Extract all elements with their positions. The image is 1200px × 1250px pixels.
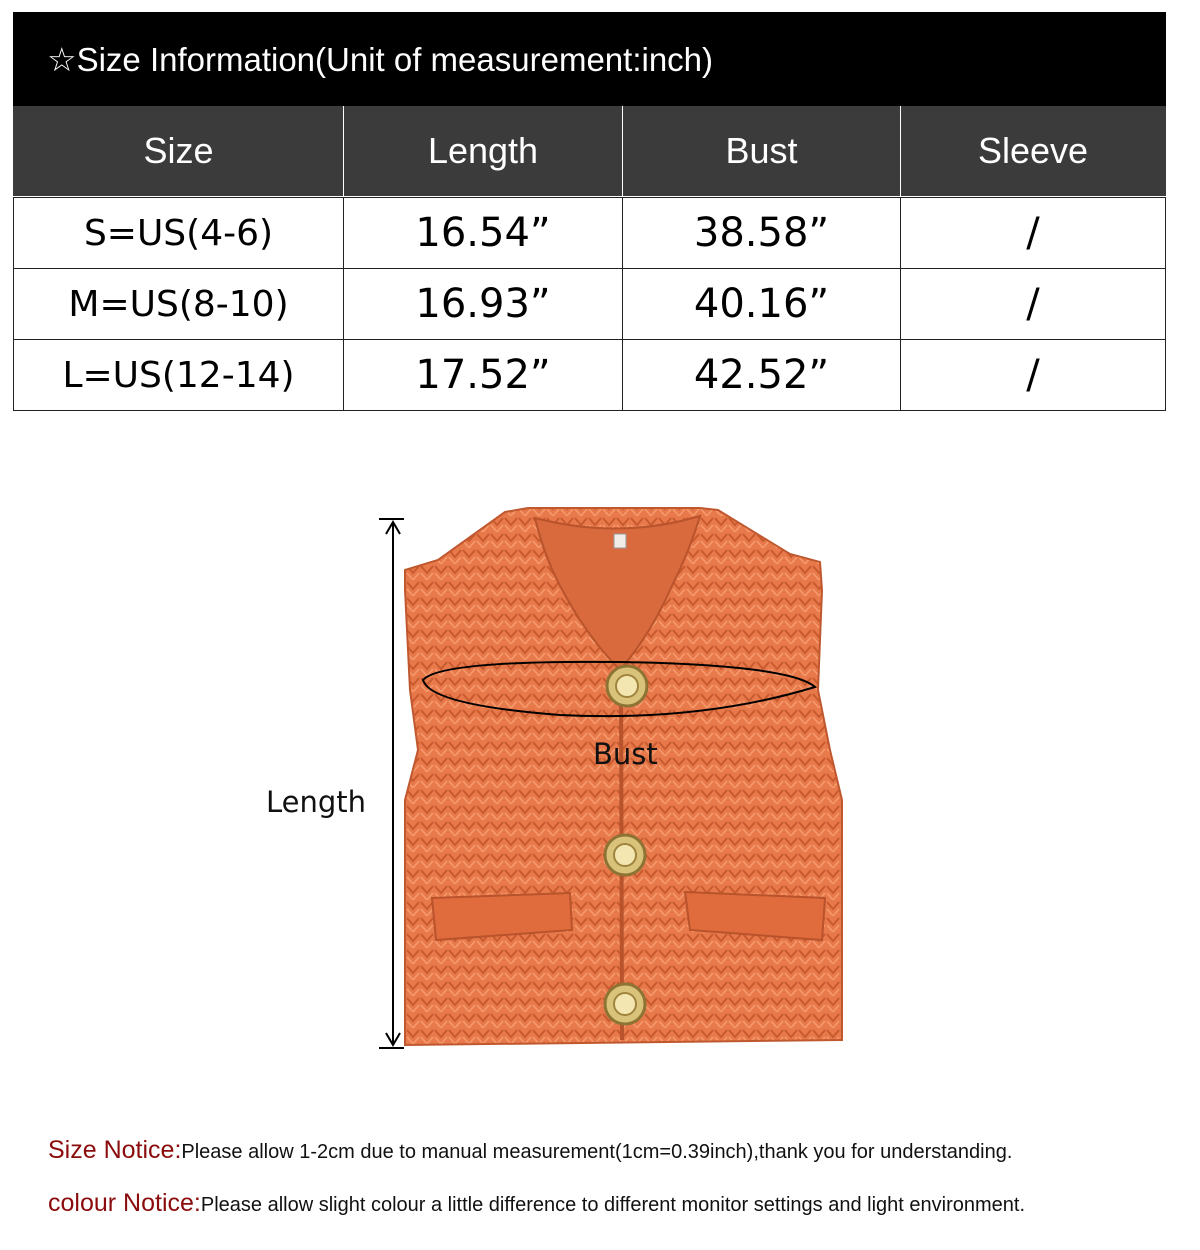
size-notice-heading: Size Notice: — [48, 1136, 182, 1164]
header-bust: Bust — [623, 106, 901, 197]
cell-size: M=US(8-10) — [14, 269, 344, 340]
cell-size: S=US(4-6) — [14, 198, 344, 269]
length-arrow — [379, 519, 404, 1048]
cell-bust: 40.16” — [623, 269, 901, 340]
size-notice — [48, 1136, 1012, 1165]
header-sleeve: Sleeve — [901, 106, 1166, 197]
cell-length: 16.54” — [344, 198, 623, 269]
header-length: Length — [344, 106, 623, 197]
table-header-row — [14, 106, 1166, 197]
size-tag — [614, 534, 626, 548]
colour-notice-heading: colour Notice: — [48, 1189, 201, 1217]
colour-notice-text: Please allow slight colour a little difference to different monitor settings and light environment. — [200, 1194, 1026, 1216]
cell-size: L=US(12-14) — [14, 340, 344, 411]
length-label: Length — [266, 785, 367, 819]
colour-notice — [48, 1189, 1025, 1218]
measurement-diagram — [0, 500, 1200, 1070]
cell-sleeve: / — [901, 340, 1166, 411]
size-notice-text: Please allow 1-2cm due to manual measurement(1cm=0.39inch),thank you for understanding. — [181, 1141, 1013, 1163]
cell-bust: 38.58” — [623, 198, 901, 269]
cell-sleeve: / — [901, 269, 1166, 340]
cell-sleeve: / — [901, 198, 1166, 269]
table-row — [14, 269, 1166, 340]
bust-label: Bust — [593, 737, 658, 771]
table-row — [14, 340, 1166, 411]
cell-length: 17.52” — [344, 340, 623, 411]
cell-bust: 42.52” — [623, 340, 901, 411]
size-table — [13, 106, 1166, 411]
size-info-title: ☆Size Information(Unit of measurement:inch) — [13, 12, 1166, 106]
cell-length: 16.93” — [344, 269, 623, 340]
vest-illustration — [0, 500, 1200, 1070]
table-row — [14, 198, 1166, 269]
header-size: Size — [14, 106, 344, 197]
